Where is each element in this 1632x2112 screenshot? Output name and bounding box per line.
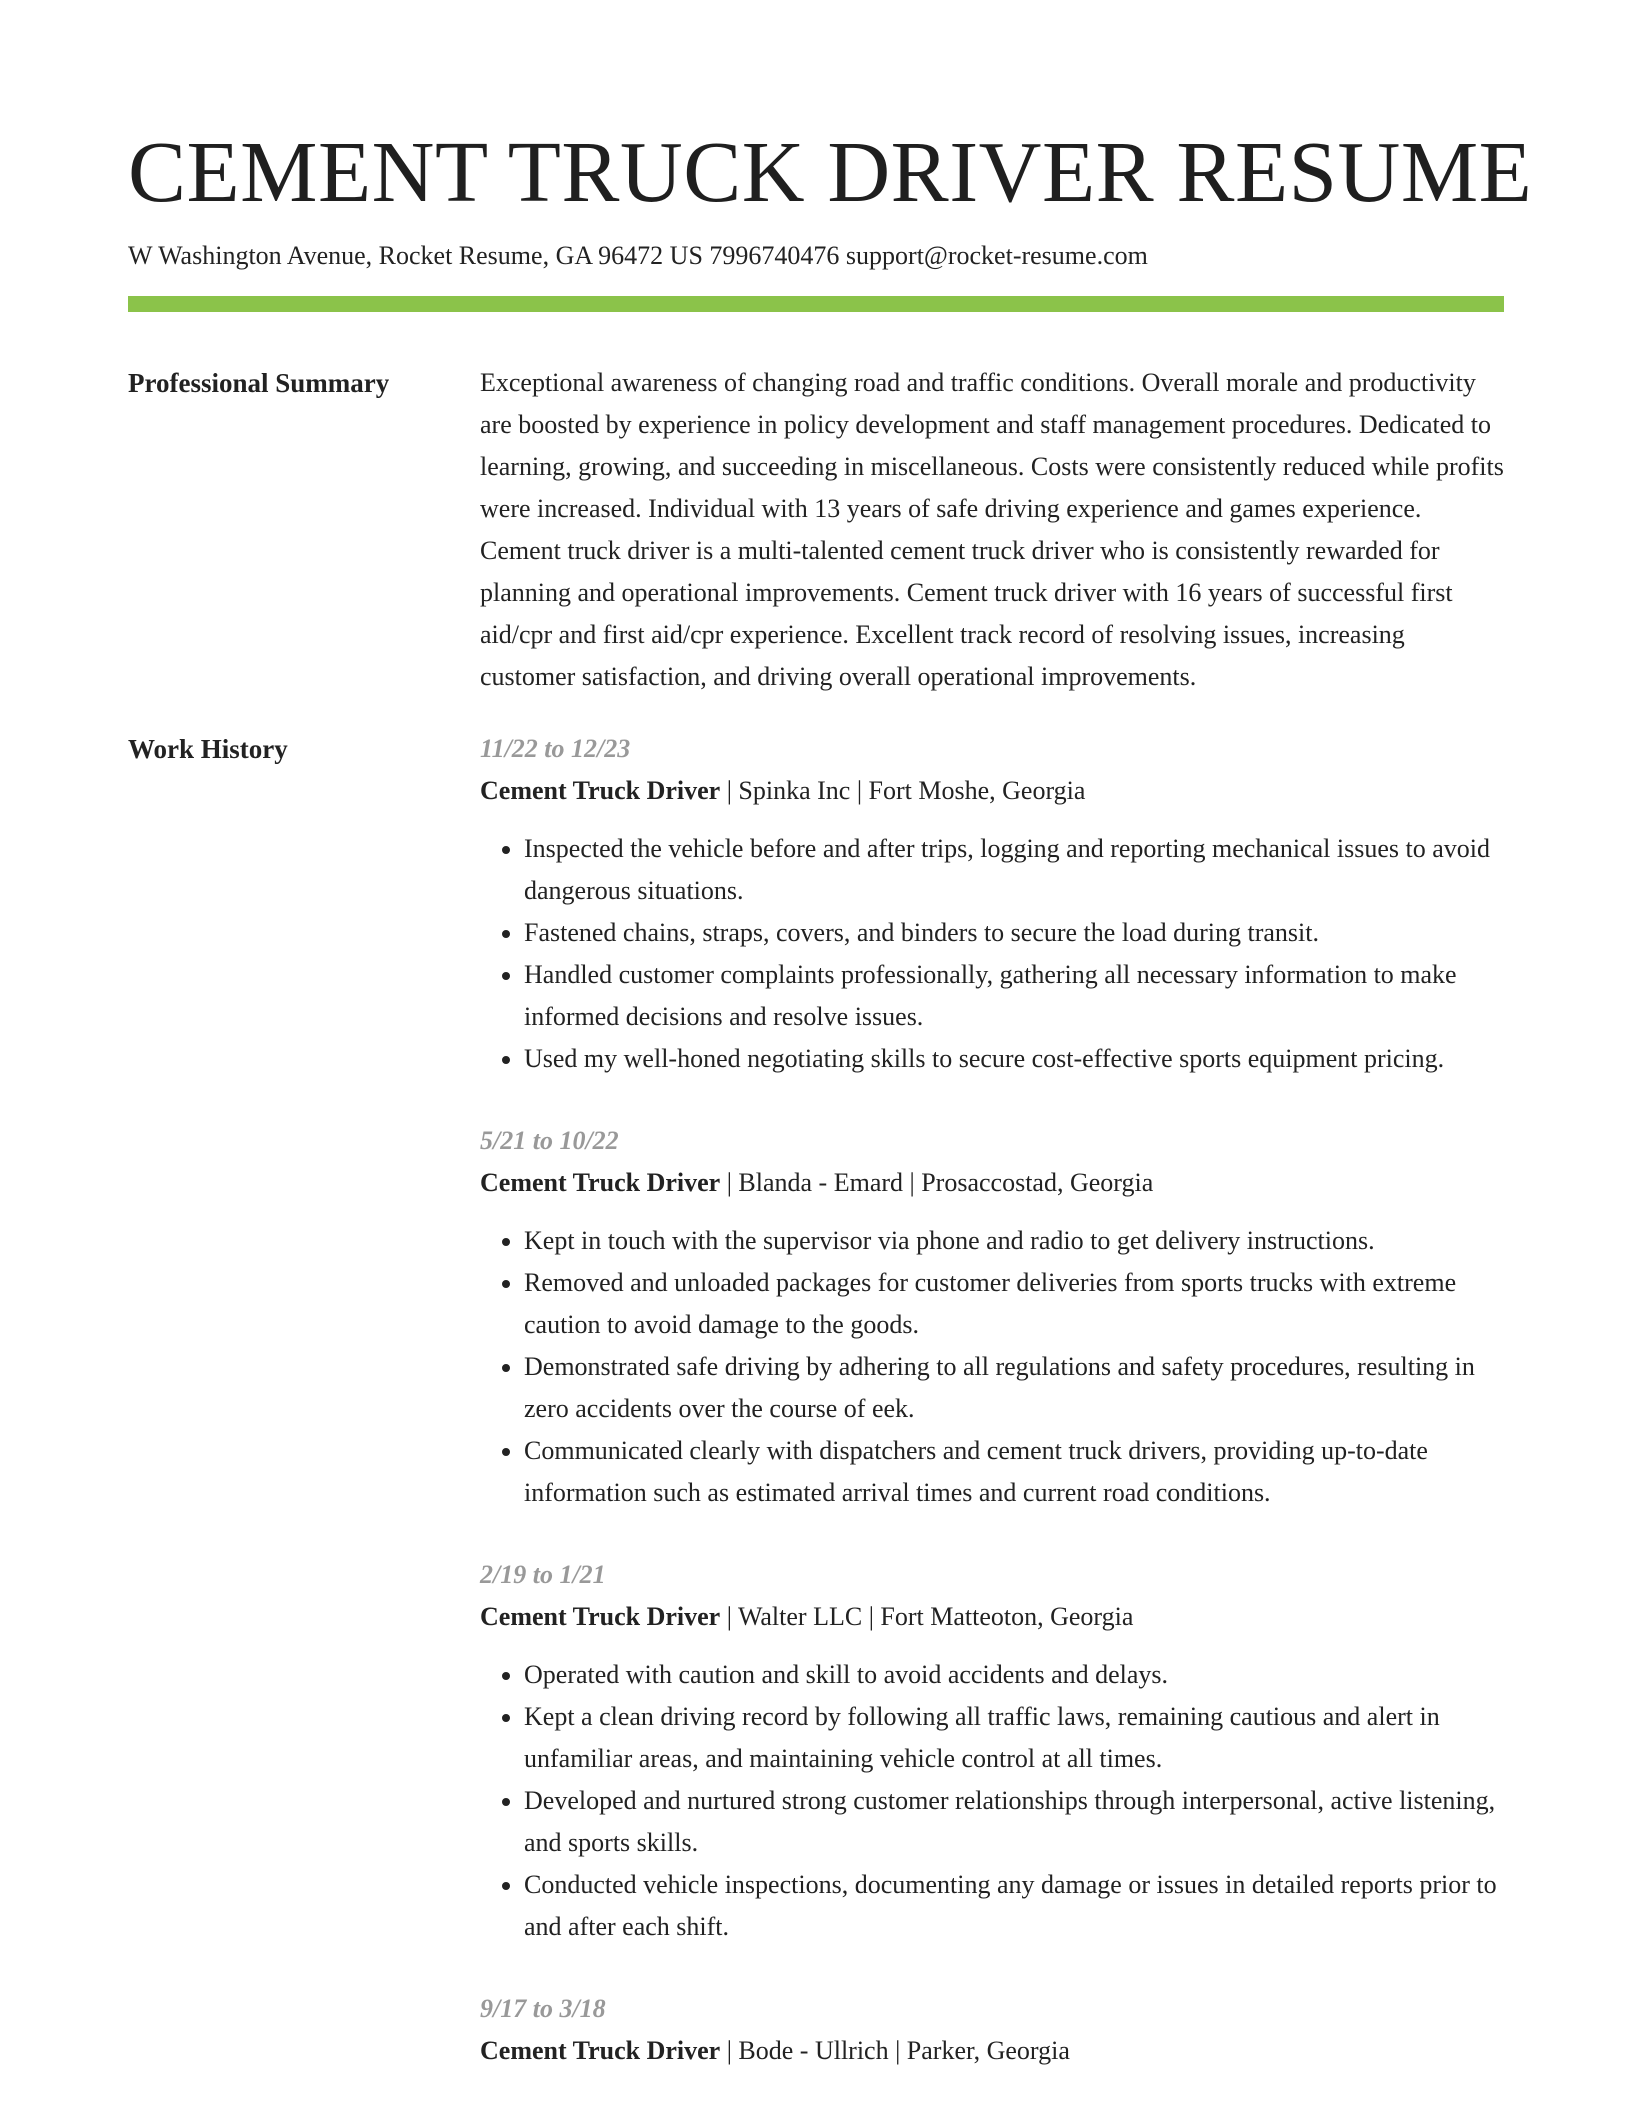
job-heading <box>480 1596 1504 1638</box>
job-duty: • Operated with caution and skill to avoid accidents and delays. <box>524 1654 1504 1696</box>
section-label-work-history: Work History <box>128 734 288 764</box>
job-duty: • Removed and unloaded packages for customer deliveries from sports trucks with extreme caution to avoid damage to the goods. <box>524 1262 1504 1346</box>
job-dates: 5/21 to 10/22 <box>480 1126 619 1155</box>
job-heading <box>480 2030 1504 2072</box>
job-title: Cement Truck Driver <box>480 1168 721 1197</box>
job-duty: • Communicated clearly with dispatchers and cement truck drivers, providing up-to-date information such as estimated arrival times and current road conditions. <box>524 1430 1504 1514</box>
job-duty: • Kept a clean driving record by following all traffic laws, remaining cautious and alert in unfamiliar areas, and maintaining vehicle control at all times. <box>524 1696 1504 1780</box>
job-heading <box>480 770 1504 812</box>
job-dates: 11/22 to 12/23 <box>480 734 631 763</box>
job-duty: • Kept in touch with the supervisor via phone and radio to get delivery instructions. <box>524 1220 1504 1262</box>
job-duty: • Used my well-honed negotiating skills to secure cost-effective sports equipment pricing. <box>524 1038 1504 1080</box>
summary-body <box>480 362 1504 698</box>
job-entry <box>480 1554 1504 1948</box>
job-entry <box>480 728 1504 1080</box>
summary-text: Exceptional awareness of changing road and traffic conditions. Overall morale and productivity are boosted by experience in policy development and staff management procedures. Dedicated to learning, growing, and succeeding in miscellaneous. Costs were consistently reduced while profits were increased. Individual with 13 years of safe driving experience and games experience. Cement truck driver is a multi-talented cement truck driver who is consistently rewarded for planning and operational improvements. Cement truck driver with 16 years of successful first aid/cpr and first aid/cpr experience. Excellent track record of resolving issues, increasing customer satisfaction, and driving overall operational improvements. <box>480 368 1504 691</box>
resume-page <box>128 0 1533 2112</box>
job-dates: 2/19 to 1/21 <box>480 1560 606 1589</box>
professional-summary-section <box>128 362 1504 698</box>
job-title: Cement Truck Driver <box>480 776 721 805</box>
work-history-section <box>128 728 1504 2112</box>
job-duties-list <box>480 828 1504 1080</box>
job-company-location: | Blanda - Emard | Prosaccostad, Georgia <box>720 1168 1154 1197</box>
job-entry <box>480 1988 1504 2072</box>
job-dates: 9/17 to 3/18 <box>480 1994 606 2023</box>
job-duty: • Fastened chains, straps, covers, and binders to secure the load during transit. <box>524 912 1504 954</box>
job-duty: • Conducted vehicle inspections, documenting any damage or issues in detailed reports prior to and after each shift. <box>524 1864 1504 1948</box>
job-company-location: | Bode - Ullrich | Parker, Georgia <box>720 2036 1070 2065</box>
job-title: Cement Truck Driver <box>480 2036 721 2065</box>
job-title: Cement Truck Driver <box>480 1602 721 1631</box>
contact-info: W Washington Avenue, Rocket Resume, GA 96472 US 7996740476 support@rocket-resume.com <box>128 241 1148 270</box>
work-history-body <box>480 728 1504 2112</box>
job-duties-list <box>480 1654 1504 1948</box>
job-duties-list <box>480 1220 1504 1514</box>
job-duty: • Inspected the vehicle before and after trips, logging and reporting mechanical issues to avoid dangerous situations. <box>524 828 1504 912</box>
header-divider <box>128 296 1504 312</box>
job-duty: • Developed and nurtured strong customer relationships through interpersonal, active listening, and sports skills. <box>524 1780 1504 1864</box>
job-duty: • Demonstrated safe driving by adhering to all regulations and safety procedures, resulting in zero accidents over the course of eek. <box>524 1346 1504 1430</box>
job-company-location: | Walter LLC | Fort Matteoton, Georgia <box>720 1602 1134 1631</box>
job-company-location: | Spinka Inc | Fort Moshe, Georgia <box>720 776 1086 805</box>
job-heading <box>480 1162 1504 1204</box>
job-duty: • Handled customer complaints professionally, gathering all necessary information to make informed decisions and resolve issues. <box>524 954 1504 1038</box>
section-label-summary: Professional Summary <box>128 368 390 398</box>
resume-title: CEMENT TRUCK DRIVER RESUME <box>128 123 1533 220</box>
job-entry <box>480 1120 1504 1514</box>
